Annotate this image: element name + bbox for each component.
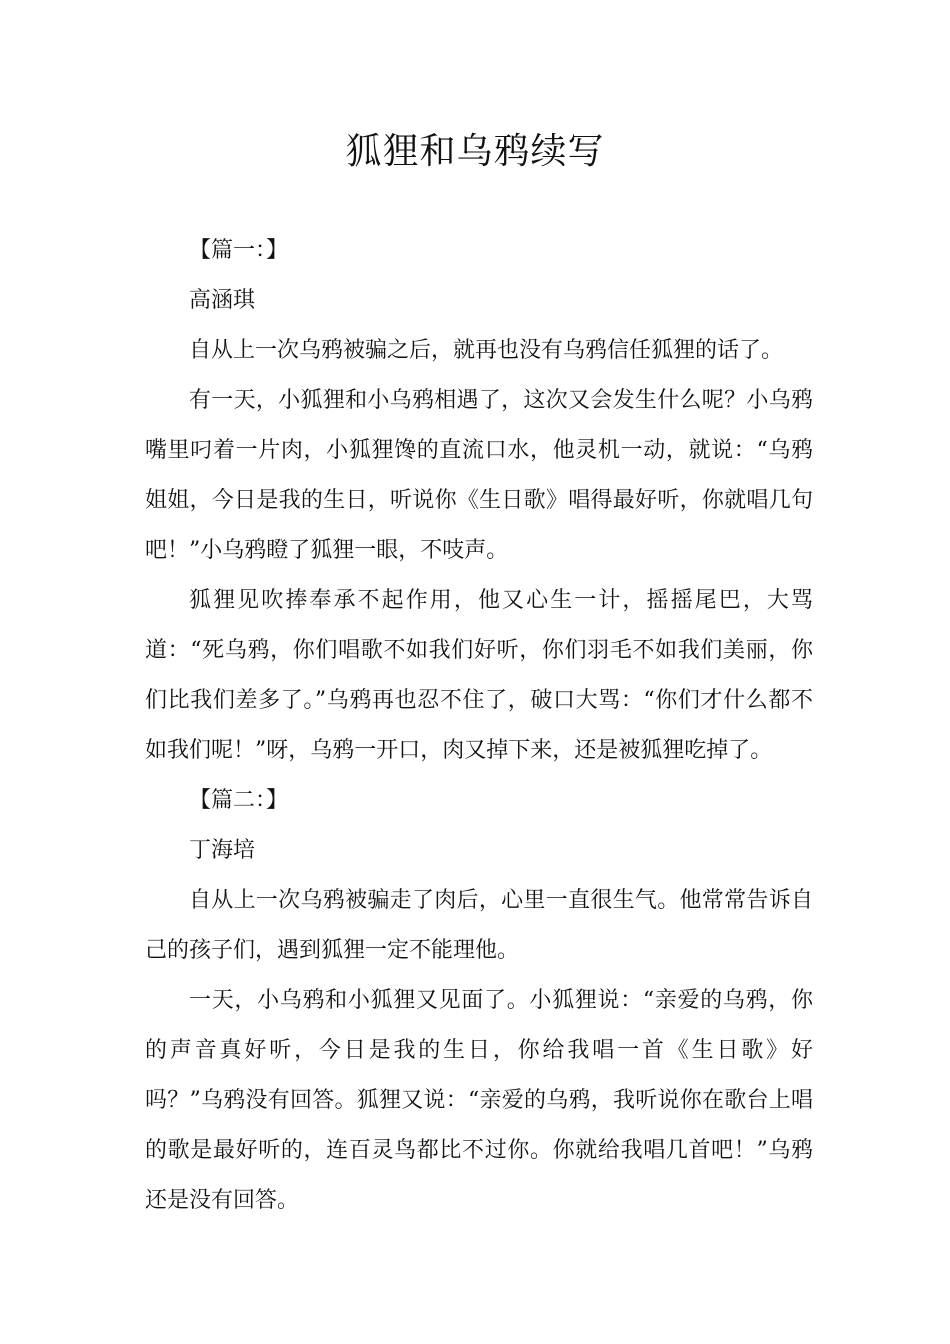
paragraph: 狐狸见吹捧奉承不起作用，他又心生一计，摇摇尾巴，大骂道：“死乌鸦，你们唱歌不如我们好听，你们羽毛不如我们美丽，你们比我们差多了。”乌鸦再也忍不住了，破口大骂：“你们才什么都不如我们呢！”呀，乌鸦一开口，肉又掉下来，还是被狐狸吃掉了。 (145, 588, 813, 763)
paragraph: 自从上一次乌鸦被骗之后，就再也没有乌鸦信任狐狸的话了。 (189, 338, 784, 363)
document-body (145, 226, 813, 1226)
author-name-1: 高涵琪 (189, 288, 256, 313)
section-heading-2: 【篇二：】 (189, 788, 289, 813)
document-title: 狐狸和乌鸦续写 (345, 131, 605, 172)
section-heading-1: 【篇一：】 (189, 238, 289, 263)
paragraph: 有一天，小狐狸和小乌鸦相遇了，这次又会发生什么呢？小乌鸦嘴里叼着一片肉，小狐狸馋的直流口水，他灵机一动，就说：“乌鸦姐姐，今日是我的生日，听说你《生日歌》唱得最好听，你就唱几句吧！”小乌鸦瞪了狐狸一眼，不吱声。 (145, 388, 813, 563)
paragraph: 一天，小乌鸦和小狐狸又见面了。小狐狸说：“亲爱的乌鸦，你的声音真好听，今日是我的生日，你给我唱一首《生日歌》好吗？”乌鸦没有回答。狐狸又说：“亲爱的乌鸦，我听说你在歌台上唱的歌是最好听的，连百灵鸟都比不过你。你就给我唱几首吧！”乌鸦还是没有回答。 (145, 988, 813, 1213)
paragraph: 自从上一次乌鸦被骗走了肉后，心里一直很生气。他常常告诉自己的孩子们，遇到狐狸一定不能理他。 (145, 888, 813, 963)
author-name-2: 丁海培 (189, 838, 256, 863)
